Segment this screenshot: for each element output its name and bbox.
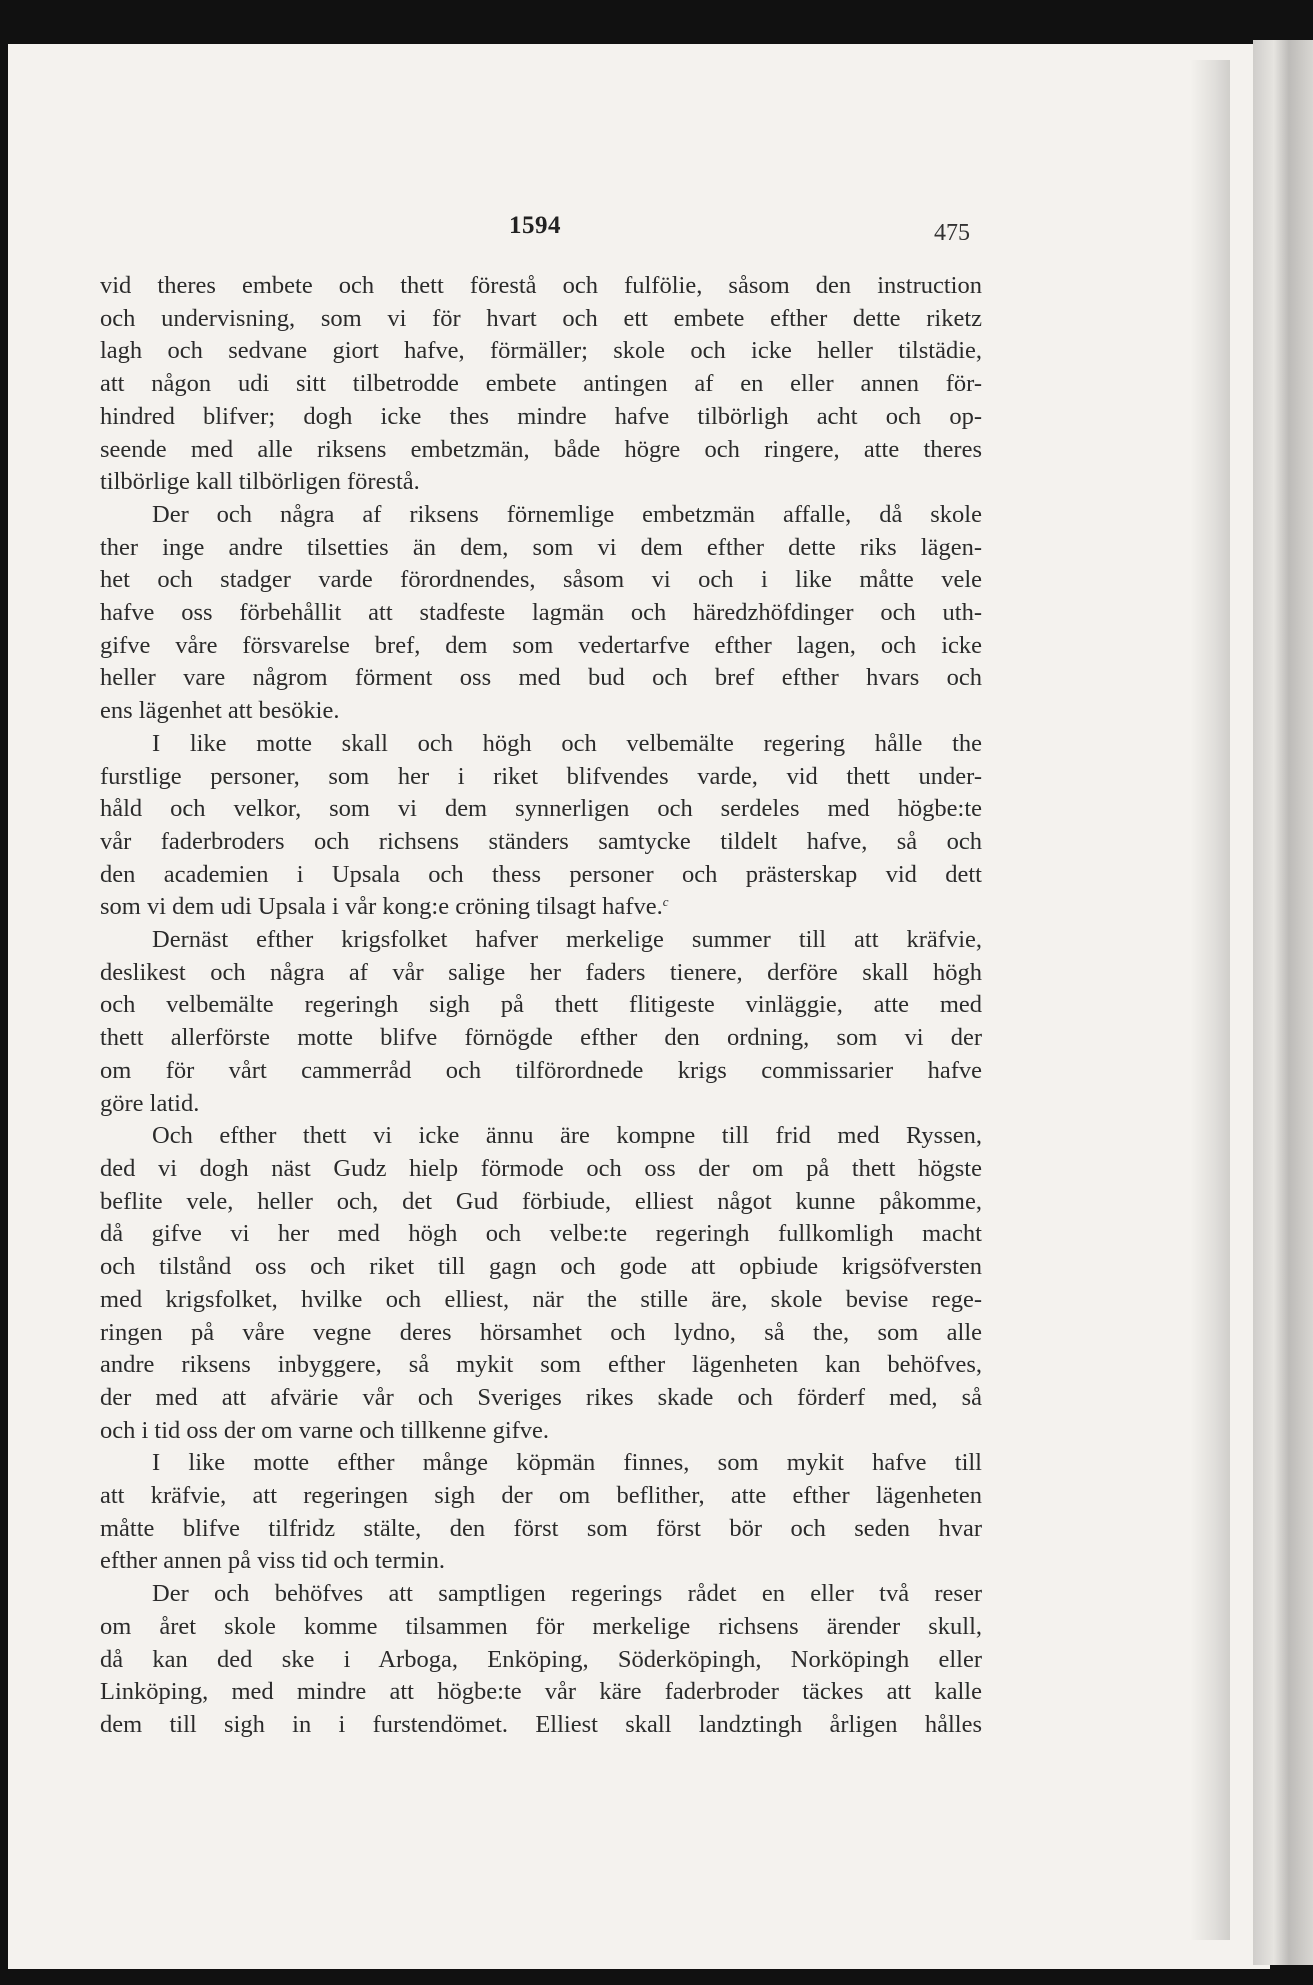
- text-line: seende med alle riksens embetzmän, både högre och ringere, atte theres: [100, 435, 982, 463]
- text-line: ringen på våre vegne deres hörsamhet och lydno, så the, som alle: [100, 1318, 982, 1346]
- text-line: och undervisning, som vi för hvart och ett embete efther dette riketz: [100, 304, 982, 332]
- text-line: beflite vele, heller och, det Gud förbiude, elliest något kunne påkomme,: [100, 1187, 982, 1215]
- text-line: Der och behöfves att samptligen regerings rådet en eller två reser: [152, 1580, 982, 1608]
- text-line: dem till sigh in i furstendömet. Elliest skall landztingh årligen hålles: [100, 1710, 982, 1738]
- text-line: och i tid oss der om varne och tillkenne gifve.: [100, 1416, 550, 1444]
- text-line: måtte blifve tilfridz stälte, den först som först bör och seden hvar: [100, 1514, 982, 1542]
- text-line: Och efther thett vi icke ännu äre kompne till frid med Ryssen,: [152, 1122, 982, 1150]
- header-year: 1594: [509, 212, 561, 239]
- text-line: I like motte skall och högh och velbemälte regering hålle the: [152, 729, 982, 757]
- text-line: gifve våre försvarelse bref, dem som vedertarfve efther lagen, och icke: [100, 631, 982, 659]
- page-fold-shadow: [1190, 60, 1230, 1940]
- page-number: 475: [934, 220, 970, 246]
- text-line: Dernäst efther krigsfolket hafver merkelige summer till att kräfvie,: [152, 926, 982, 954]
- text-line: att kräfvie, att regeringen sigh der om beflither, atte efther lägenheten: [100, 1482, 982, 1510]
- text-line: och velbemälte regeringh sigh på thett flitigeste vinläggie, atte med: [100, 991, 982, 1019]
- text-line: att någon udi sitt tilbetrodde embete antingen af en eller annen för-: [100, 370, 982, 398]
- text-line: Linköping, med mindre att högbe:te vår käre faderbroder täckes att kalle: [100, 1678, 982, 1706]
- text-line: vår faderbroders och richsens ständers samtycke tildelt hafve, så och: [100, 827, 982, 855]
- text-line: furstlige personer, som her i riket blifvendes varde, vid thett under-: [100, 762, 982, 790]
- page-header: [100, 212, 970, 252]
- text-line: thett allerförste motte blifve förnögde efther den ordning, som vi der: [100, 1024, 982, 1052]
- text-line: deslikest och några af vår salige her faders tienere, derföre skall högh: [100, 958, 982, 986]
- text-line: ded vi dogh näst Gudz hielp förmode och oss der om på thett högste: [100, 1154, 982, 1182]
- text-line: den academien i Upsala och thess personer och prästerskap vid dett: [100, 860, 982, 888]
- text-line: lagh och sedvane giort hafve, förmäller; skole och icke heller tilstädie,: [100, 337, 982, 365]
- footnote-mark: c: [662, 894, 669, 910]
- text-line: der med att afvärie vår och Sveriges rikes skade och förderf med, så: [100, 1383, 982, 1411]
- body-text: [100, 270, 982, 1742]
- text-line: vid theres embete och thett förestå och fulfölie, såsom den instruction: [100, 272, 982, 299]
- text-line: om för vårt cammerråd och tilförordnede krigs commissarier hafve: [100, 1056, 982, 1084]
- text-line: hafve oss förbehållit att stadfeste lagmän och häredzhöfdinger och uth-: [100, 599, 982, 627]
- text-line: och tilstånd oss och riket till gagn och gode att opbiude krigsöfversten: [100, 1253, 982, 1281]
- text-line: med krigsfolket, hvilke och elliest, när the stille äre, skole bevise rege-: [100, 1285, 982, 1313]
- text-line: ther inge andre tilsetties än dem, som vi dem efther dette riks lägen-: [100, 533, 982, 561]
- text-line: ens lägenhet att besökie.: [100, 697, 340, 725]
- text-line: Der och några af riksens förnemlige embetzmän affalle, då skole: [152, 500, 982, 528]
- book-page: [8, 44, 1270, 1969]
- text-line: då kan ded ske i Arboga, Enköping, Söderköpingh, Norköpingh eller: [100, 1645, 982, 1673]
- page-stack-edge: [1253, 40, 1313, 1965]
- text-line: håld och velkor, som vi dem synnerligen och serdeles med högbe:te: [100, 795, 982, 823]
- text-line: tilbörlige kall tilbörligen förestå.: [100, 468, 420, 496]
- text-line: heller vare någrom förment oss med bud och bref efther hvars och: [100, 664, 982, 692]
- text-line: hindred blifver; dogh icke thes mindre hafve tilbörligh acht och op-: [100, 402, 982, 430]
- text-line: som vi dem udi Upsala i vår kong:e cröning tilsagt hafve.$^c$: [100, 893, 669, 921]
- text-line: I like motte efther månge köpmän finnes, som mykit hafve till: [152, 1449, 982, 1477]
- text-line: då gifve vi her med högh och velbe:te regeringh fullkomligh macht: [100, 1220, 982, 1248]
- text-line: andre riksens inbyggere, så mykit som efther lägenheten kan behöfves,: [100, 1351, 982, 1379]
- text-line: om året skole komme tilsammen för merkelige richsens ärender skull,: [100, 1612, 982, 1640]
- text-line: het och stadger varde förordnendes, såsom vi och i like måtte vele: [100, 566, 982, 594]
- text-line: göre latid.: [100, 1089, 200, 1117]
- text-line: efther annen på viss tid och termin.: [100, 1547, 445, 1575]
